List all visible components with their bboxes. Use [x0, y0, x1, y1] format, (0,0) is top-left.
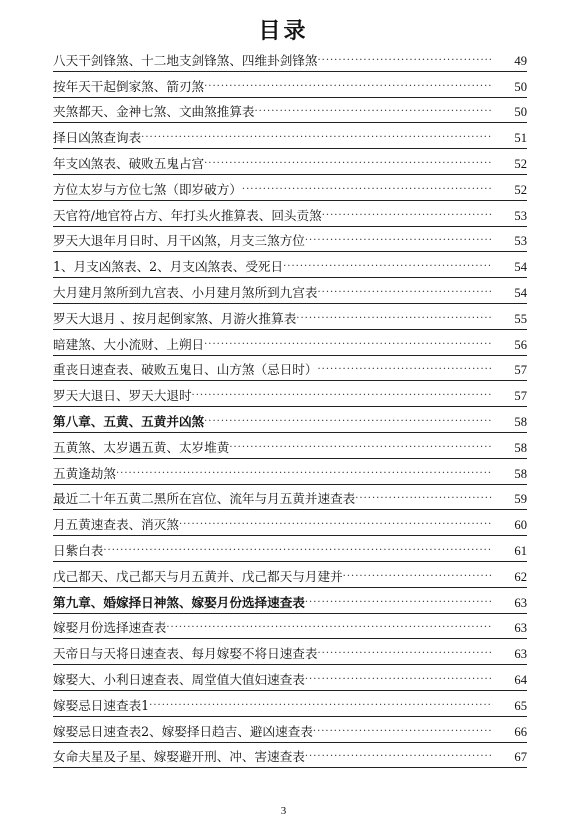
toc-leader-dots [355, 491, 493, 507]
toc-row[interactable] [53, 72, 527, 98]
toc-row[interactable] [53, 227, 527, 253]
toc-entry-title: 嫁娶大、小利日速查表、周堂值大值妇速查表 [53, 671, 305, 687]
toc-entry-page: 56 [514, 337, 527, 352]
toc-entry-page: 53 [514, 208, 527, 223]
toc-entry-title: 月五黄速查表、消灭煞 [53, 517, 179, 533]
toc-entry-page: 63 [514, 621, 527, 636]
toc-row[interactable] [53, 175, 527, 201]
toc-leader-dots [149, 698, 493, 714]
toc-leader-dots [103, 543, 493, 559]
toc-entry-title: 罗天大退月 、按月起倒家煞、月游火推算表 [53, 310, 297, 326]
toc-row[interactable] [53, 717, 527, 743]
toc-entry-title: 择日凶煞查询表 [53, 130, 142, 146]
toc-leader-dots [166, 620, 493, 636]
toc-leader-dots [204, 156, 493, 172]
toc-leader-dots [204, 414, 493, 430]
toc-leader-dots [229, 440, 493, 456]
toc-leader-dots [317, 362, 493, 378]
toc-entry-title: 罗天大退日、罗天大退时 [53, 388, 192, 404]
toc-leader-dots [343, 569, 493, 585]
toc-entry-page: 54 [514, 260, 527, 275]
toc-entry-page: 65 [514, 698, 527, 713]
toc-entry-title: 大月建月煞所到九宫表、小月建月煞所到九宫表 [53, 284, 318, 300]
toc-entry-title: 女命夫星及子星、嫁娶避开刑、冲、害速查表 [53, 749, 305, 765]
toc-entry-title: 罗天大退年月日时、月干凶煞，月支三煞方位 [53, 233, 305, 249]
toc-entry-page: 64 [514, 672, 527, 687]
toc-entry-title: 五黄煞、太岁遇五黄、太岁堆黄 [53, 439, 230, 455]
toc-row[interactable] [53, 665, 527, 691]
toc-leader-dots [204, 337, 493, 353]
toc-entry-page: 67 [514, 750, 527, 765]
toc-row[interactable] [53, 614, 527, 640]
toc-entry-page: 51 [514, 131, 527, 146]
toc-row[interactable] [53, 278, 527, 304]
toc-leader-dots [322, 208, 493, 224]
toc-entry-page: 62 [514, 569, 527, 584]
toc-entry-page: 58 [514, 440, 527, 455]
toc-entry-title: 天官符/地官符占方、年打头火推算表、回头贡煞 [53, 207, 322, 223]
toc-row[interactable] [53, 536, 527, 562]
toc-row[interactable] [53, 330, 527, 356]
toc-entry-page: 59 [514, 492, 527, 507]
toc-row[interactable] [53, 201, 527, 227]
toc-entry-title: 1、月支凶煞表、2、月支凶煞表、受死日 [53, 259, 284, 275]
toc-entry-page: 63 [514, 595, 527, 610]
toc-leader-dots [317, 53, 493, 69]
toc-entry-title: 天帝日与天将日速查表、每月嫁娶不将日速查表 [53, 646, 318, 662]
toc-row[interactable] [53, 459, 527, 485]
toc-leader-dots [242, 182, 493, 198]
toc-leader-dots [179, 517, 493, 533]
toc-row[interactable] [53, 743, 527, 769]
toc-entry-title: 日紫白表 [53, 542, 104, 558]
toc-entry-page: 52 [514, 156, 527, 171]
toc-entry-page: 58 [514, 466, 527, 481]
toc-entry-page: 50 [514, 105, 527, 120]
toc-leader-dots [116, 466, 493, 482]
toc-leader-dots [317, 646, 493, 662]
toc-entry-page: 55 [514, 311, 527, 326]
toc-entry-page: 53 [514, 234, 527, 249]
toc-leader-dots [305, 595, 493, 611]
toc-entry-page: 66 [514, 724, 527, 739]
toc-leader-dots [305, 233, 493, 249]
toc-entry-title: 年支凶煞表、破败五鬼占宫 [53, 155, 205, 171]
toc-entry-title: 戊己都天、戊己都天与月五黄并、戊己都天与月建并 [53, 568, 343, 584]
toc-entry-title: 按年天干起倒家煞、箭刃煞 [53, 78, 205, 94]
toc-row[interactable] [53, 433, 527, 459]
toc-entry-title: 嫁娶忌日速查表2、嫁娶择日趋吉、避凶速查表 [53, 723, 313, 739]
toc-row[interactable] [53, 123, 527, 149]
toc-entry-title: 嫁娶月份选择速查表 [53, 620, 167, 636]
table-of-contents [53, 46, 527, 768]
toc-row[interactable] [53, 381, 527, 407]
toc-entry-title: 夹煞都天、金神七煞、文曲煞推算表 [53, 104, 255, 120]
toc-entry-page: 61 [514, 543, 527, 558]
toc-row[interactable] [53, 46, 527, 72]
toc-row[interactable] [53, 356, 527, 382]
toc-chapter-row[interactable] [53, 407, 527, 433]
toc-leader-dots [204, 79, 493, 95]
toc-entry-page: 54 [514, 285, 527, 300]
toc-row[interactable] [53, 304, 527, 330]
toc-leader-dots [141, 130, 493, 146]
toc-row[interactable] [53, 562, 527, 588]
toc-leader-dots [305, 672, 493, 688]
toc-entry-page: 57 [514, 389, 527, 404]
toc-row[interactable] [53, 691, 527, 717]
toc-entry-page: 57 [514, 363, 527, 378]
toc-leader-dots [313, 724, 493, 740]
toc-entry-title: 第九章、婚嫁择日神煞、嫁娶月份选择速查表 [53, 594, 305, 610]
toc-row[interactable] [53, 149, 527, 175]
toc-entry-title: 八天干剑锋煞、十二地支剑锋煞、四维卦剑锋煞 [53, 52, 318, 68]
toc-row[interactable] [53, 510, 527, 536]
toc-entry-title: 嫁娶忌日速查表1 [53, 697, 150, 713]
toc-entry-page: 50 [514, 79, 527, 94]
toc-leader-dots [192, 388, 493, 404]
page-title: 目录 [258, 19, 309, 44]
toc-entry-page: 52 [514, 182, 527, 197]
toc-leader-dots [255, 104, 494, 120]
toc-row[interactable] [53, 98, 527, 124]
toc-leader-dots [305, 749, 493, 765]
toc-leader-dots [317, 285, 493, 301]
toc-entry-title: 第八章、五黄、五黄并凶煞 [53, 413, 205, 429]
toc-entry-title: 五黄逢劫煞 [53, 465, 116, 481]
toc-leader-dots [296, 311, 493, 327]
toc-chapter-row[interactable] [53, 588, 527, 614]
toc-leader-dots [283, 259, 493, 275]
toc-entry-title: 方位太岁与方位七煞（即岁破方） [53, 181, 242, 197]
toc-entry-title: 最近二十年五黄二黑所在宫位、流年与月五黄并速查表 [53, 491, 356, 507]
toc-entry-page: 49 [514, 53, 527, 68]
toc-row[interactable] [53, 485, 527, 511]
toc-entry-page: 58 [514, 414, 527, 429]
toc-entry-page: 60 [514, 518, 527, 533]
toc-entry-title: 暗建煞、大小流财、上朔日 [53, 336, 205, 352]
toc-entry-title: 重丧日速查表、破败五鬼日、山方煞（忌日时） [53, 362, 318, 378]
toc-row[interactable] [53, 252, 527, 278]
toc-entry-page: 63 [514, 647, 527, 662]
page-number: 3 [280, 805, 287, 817]
toc-row[interactable] [53, 639, 527, 665]
